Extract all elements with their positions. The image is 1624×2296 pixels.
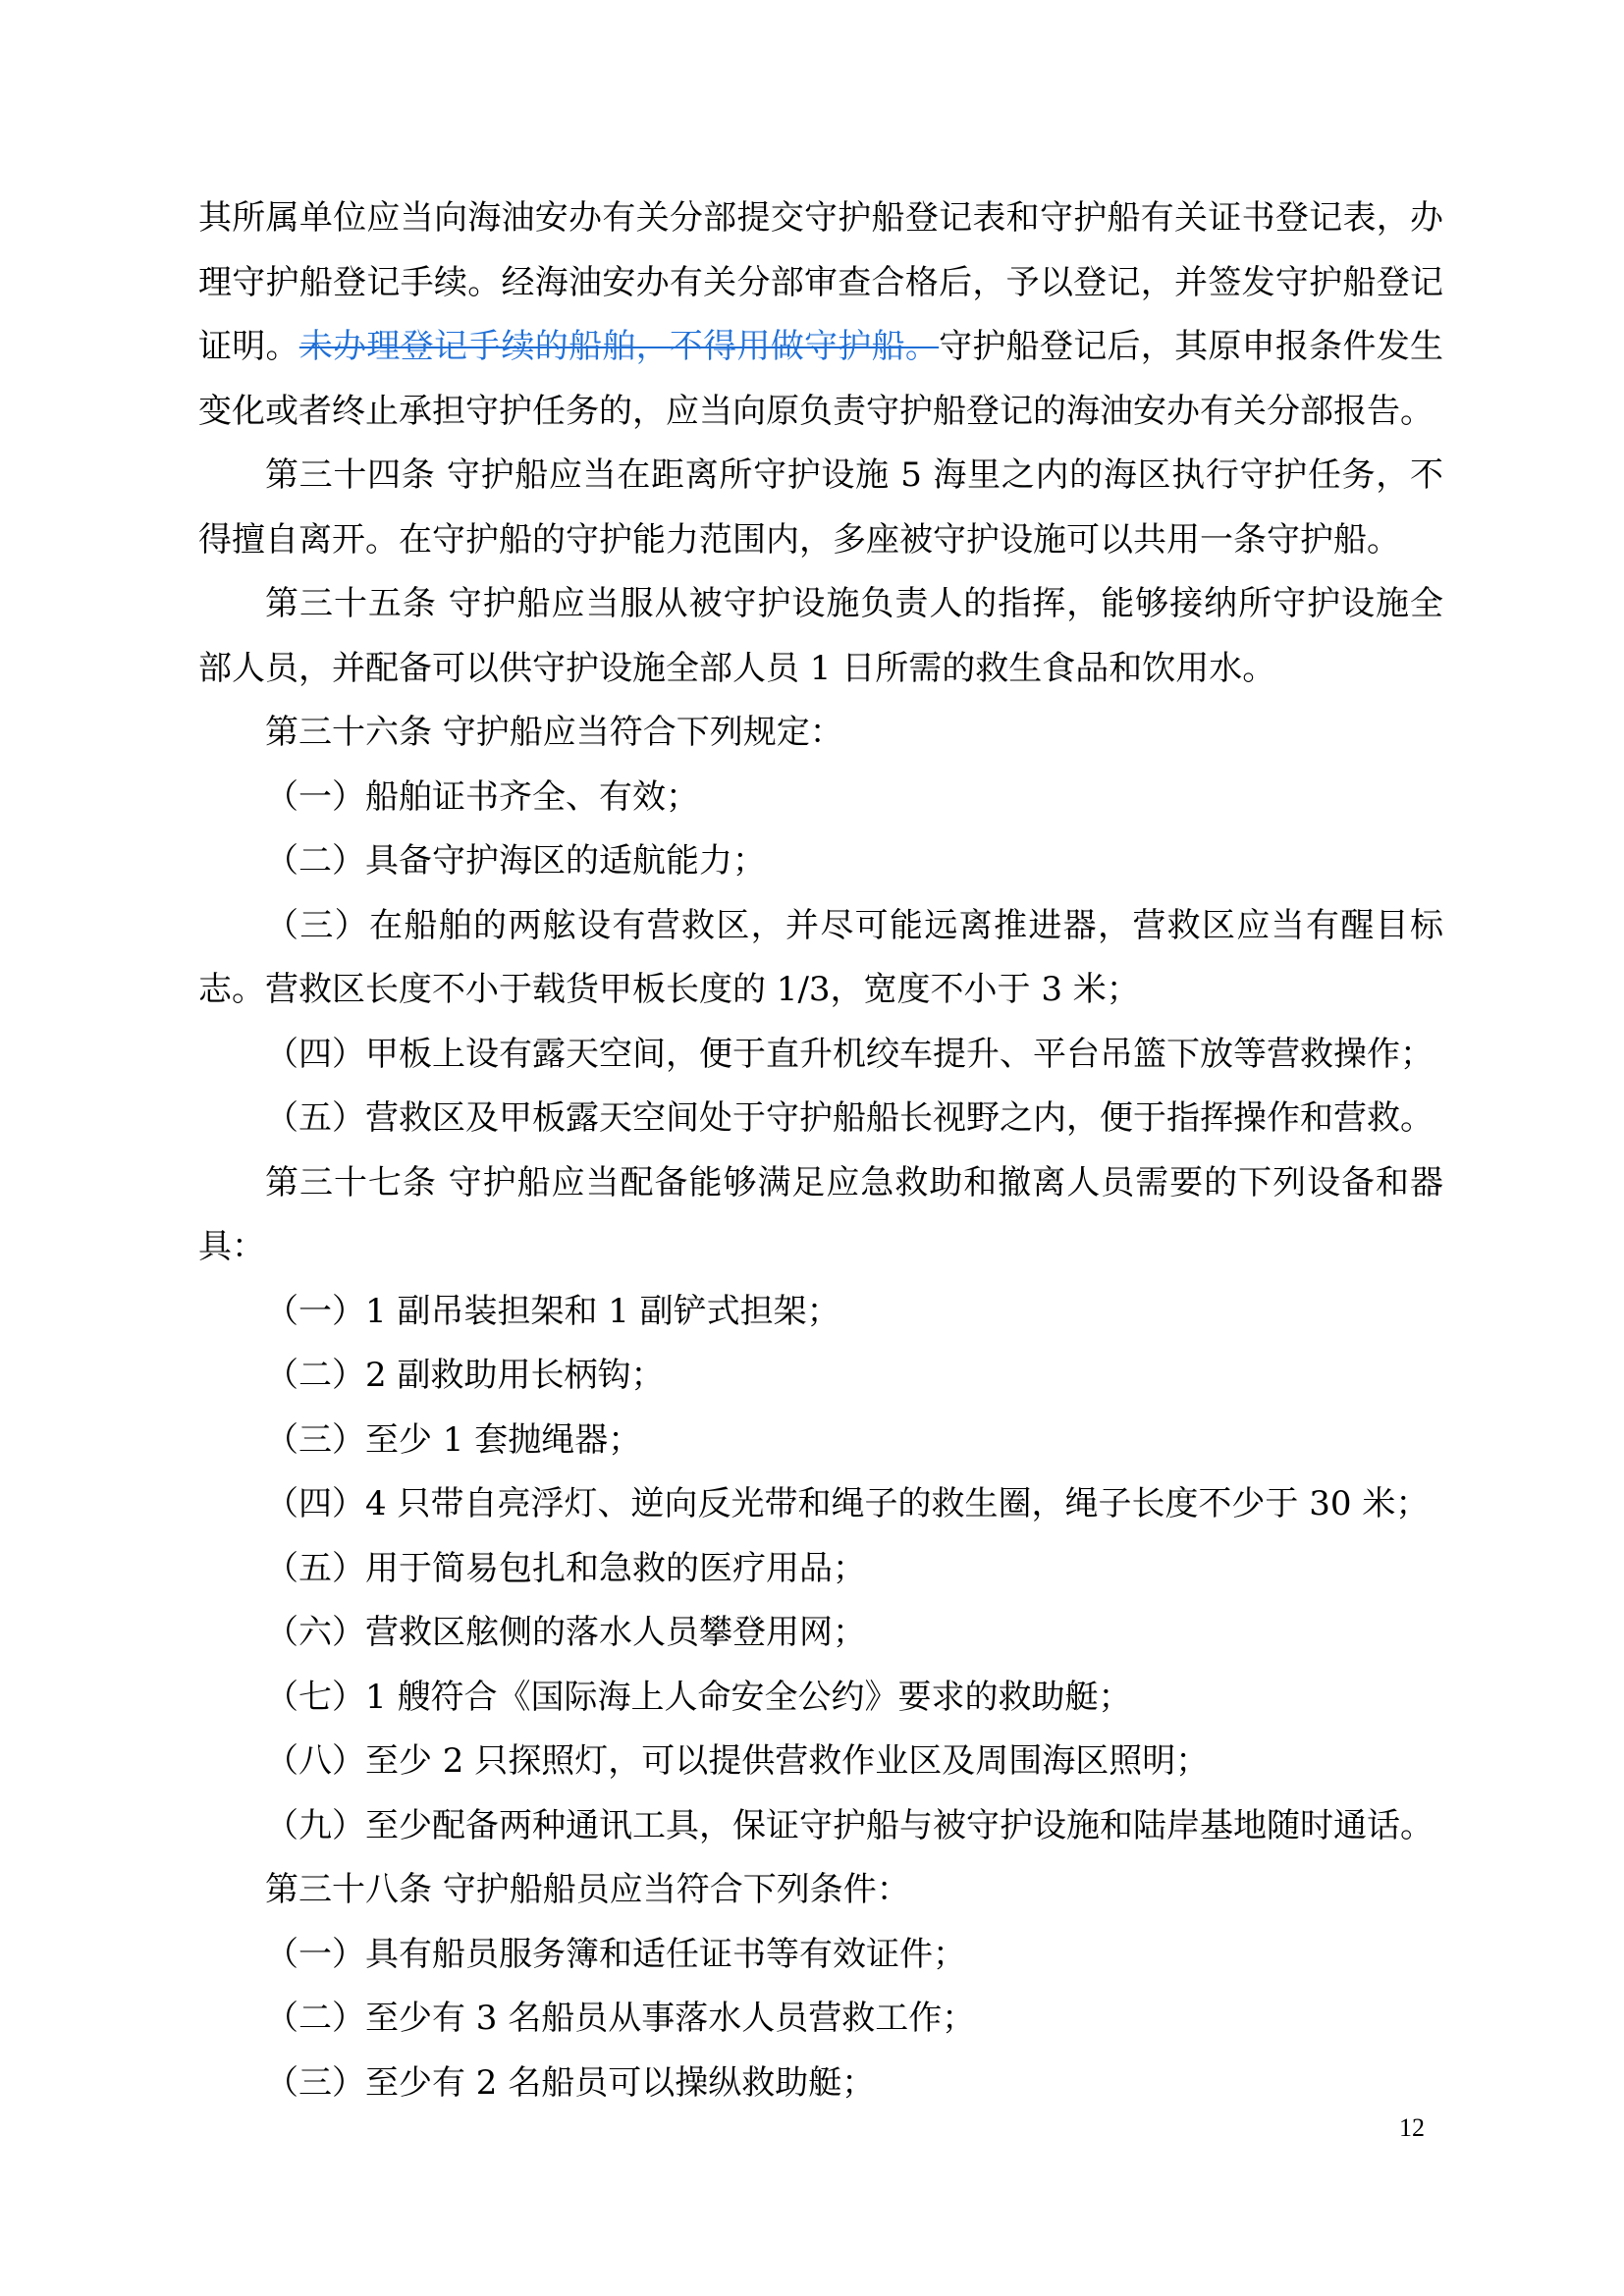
article-36-item-4: （四）甲板上设有露天空间，便于直升机绞车提升、平台吊篮下放等营救操作； — [265, 1034, 1434, 1074]
page-number: 12 — [1399, 2113, 1425, 2142]
article-36-item-1: （一）船舶证书齐全、有效； — [265, 776, 699, 817]
article-38-item-2: （二）至少有 3 名船员从事落水人员营救工作； — [265, 1999, 976, 2038]
article-36: 第三十六条 守护船应当符合下列规定： — [265, 713, 843, 752]
article-34: 第三十四条 守护船应当在距离所守护设施 5 海里之内的海区执行守护任务，不得擅自离开。在守护船的守护能力范围内，多座被守护设施可以共用一条守护船。 — [198, 455, 1443, 560]
article-37-item-9: （九）至少配备两种通讯工具，保证守护船与被守护设施和陆岸基地随时通话。 — [265, 1805, 1434, 1845]
article-37-item-8: （八）至少 2 只探照灯，可以提供营救作业区及周围海区照明； — [265, 1741, 1210, 1781]
intro-paragraph — [198, 187, 1443, 444]
article-37-item-1: （一）1 副吊装担架和 1 副铲式担架； — [265, 1291, 840, 1331]
document-body — [198, 187, 1443, 2115]
article-37-item-4: （四）4 只带自亮浮灯、逆向反光带和绳子的救生圈，绳子长度不少于 30 米； — [265, 1484, 1430, 1523]
article-37-item-2: （二）2 副救助用长柄钩； — [265, 1356, 665, 1395]
intro-text-after: 守护船登记后，其原申报条件发生变化或者终止承担守护任务的，应当向原负责守护船登记的海油安办有关分部报告。 — [198, 327, 1444, 431]
article-38: 第三十八条 守护船船员应当符合下列条件： — [265, 1870, 910, 1909]
article-38-item-1: （一）具有船员服务簿和适任证书等有效证件； — [265, 1934, 966, 1974]
article-37-item-7: （七）1 艘符合《国际海上人命安全公约》要求的救助艇； — [265, 1677, 1132, 1717]
struck-through-sentence: 未办理登记手续的船舶，不得用做守护船。 — [298, 327, 940, 366]
article-36-item-3: （三）在船舶的两舷设有营救区，并尽可能远离推进器，营救区应当有醒目标志。营救区长度不小于载货甲板长度的 1/3，宽度不小于 3 米； — [198, 905, 1443, 1009]
article-37-item-3: （三）至少 1 套抛绳器； — [265, 1419, 642, 1460]
article-37: 第三十七条 守护船应当配备能够满足应急救助和撤离人员需要的下列设备和器具： — [198, 1162, 1443, 1266]
article-38-item-3: （三）至少有 2 名船员可以操纵救助艇； — [265, 2062, 876, 2103]
article-37-item-6: （六）营救区舷侧的落水人员攀登用网； — [265, 1613, 866, 1652]
article-35: 第三十五条 守护船应当服从被守护设施负责人的指挥，能够接纳所守护设施全部人员，并配备可以供守护设施全部人员 1 日所需的救生食品和饮用水。 — [198, 584, 1443, 688]
article-36-item-5: （五）营救区及甲板露天空间处于守护船船长视野之内，便于指挥操作和营救。 — [265, 1098, 1434, 1138]
article-36-item-2: （二）具备守护海区的适航能力； — [265, 841, 766, 881]
intro-text-before: 其所属单位应当向海油安办有关分部提交守护船登记表和守护船有关证书登记表，办理守护船登记手续。经海油安办有关分部审查合格后，予以登记，并签发守护船登记证明。 — [198, 198, 1443, 366]
article-37-item-5: （五）用于简易包扎和急救的医疗用品； — [265, 1548, 866, 1588]
